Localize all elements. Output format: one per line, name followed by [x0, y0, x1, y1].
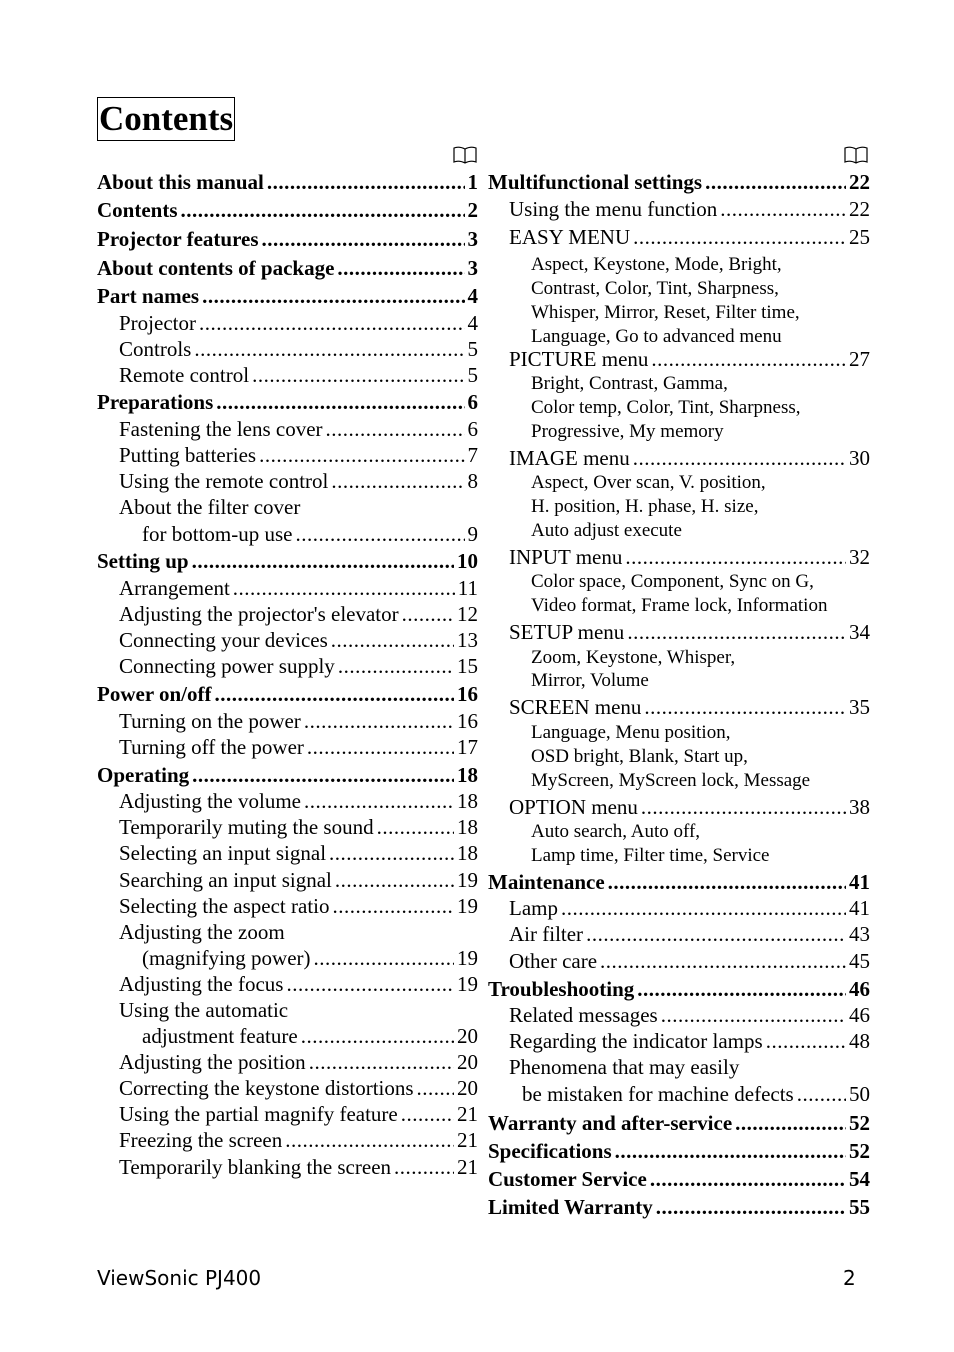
toc-page-number: 19 — [457, 972, 478, 996]
toc-subentry[interactable] — [522, 1082, 870, 1109]
toc-note: Auto adjust execute — [531, 520, 682, 541]
toc-subentry[interactable] — [119, 841, 478, 868]
toc-entry[interactable] — [488, 870, 870, 897]
book-icon — [844, 146, 868, 164]
toc-subentry[interactable] — [119, 417, 478, 444]
toc-subentry[interactable] — [119, 1076, 478, 1103]
toc-dot-leader — [608, 870, 846, 895]
toc-subentry[interactable] — [119, 311, 478, 338]
toc-dot-leader — [267, 170, 465, 195]
toc-page-number: 18 — [457, 763, 478, 787]
toc-subentry[interactable] — [119, 972, 478, 999]
toc-page-number: 6 — [467, 417, 478, 441]
toc-dot-leader — [651, 347, 846, 372]
toc-entry-title: Turning on the power — [119, 709, 301, 733]
toc-dot-leader — [286, 972, 454, 997]
toc-subentry[interactable] — [509, 695, 870, 722]
toc-page-number: 45 — [849, 949, 870, 973]
toc-dot-leader — [252, 363, 464, 388]
toc-dot-leader — [314, 946, 454, 971]
toc-dot-leader — [633, 446, 846, 471]
toc-entry[interactable] — [97, 170, 478, 197]
toc-dot-leader — [259, 443, 464, 468]
toc-page-number: 21 — [457, 1128, 478, 1152]
toc-entry-title: Troubleshooting — [488, 977, 635, 1001]
toc-page-number: 16 — [457, 709, 478, 733]
footer-model: ViewSonic PJ400 — [97, 1266, 262, 1290]
toc-note: Aspect, Over scan, V. position, — [531, 472, 766, 493]
toc-page-number: 46 — [849, 977, 870, 1001]
toc-subentry[interactable] — [119, 576, 478, 603]
toc-subentry[interactable] — [509, 545, 870, 572]
toc-entry-title: Adjusting the volume — [119, 789, 301, 813]
toc-entry-title: Using the automatic — [119, 998, 289, 1022]
toc-dot-leader — [637, 977, 846, 1002]
toc-entry[interactable] — [488, 1195, 870, 1222]
toc-subentry[interactable] — [119, 337, 478, 364]
toc-dot-leader — [331, 628, 454, 653]
toc-page-number: 18 — [457, 841, 478, 865]
toc-dot-leader — [181, 198, 465, 223]
toc-page-number: 5 — [467, 337, 478, 361]
toc-entry[interactable] — [97, 390, 478, 417]
toc-dot-leader — [377, 815, 454, 840]
toc-subentry[interactable] — [509, 1055, 870, 1082]
toc-subentry[interactable] — [119, 1128, 478, 1155]
toc-entry-title: INPUT menu — [509, 545, 623, 569]
toc-note: Mirror, Volume — [531, 670, 649, 691]
toc-page-number: 16 — [457, 682, 478, 706]
toc-entry-title: About contents of package — [97, 256, 335, 280]
toc-page-number: 22 — [849, 197, 870, 221]
toc-entry-title: EASY MENU — [509, 225, 631, 249]
toc-page-number: 8 — [467, 469, 478, 493]
toc-entry-title: Putting batteries — [119, 443, 257, 467]
toc-entry[interactable] — [488, 170, 870, 197]
toc-dot-leader — [625, 545, 846, 570]
toc-subentry[interactable] — [509, 197, 870, 224]
toc-dot-leader — [326, 417, 465, 442]
toc-dot-leader — [417, 1076, 454, 1101]
toc-entry-title: be mistaken for machine defects — [522, 1082, 794, 1106]
toc-entry-title: Adjusting the focus — [119, 972, 284, 996]
toc-dot-leader — [337, 256, 464, 281]
toc-page-number: 11 — [457, 576, 478, 600]
toc-entry-title: Customer Service — [488, 1167, 647, 1191]
toc-dot-leader — [561, 896, 846, 921]
toc-page-number: 18 — [457, 815, 478, 839]
toc-subentry[interactable] — [119, 654, 478, 681]
toc-page-number: 41 — [849, 896, 870, 920]
toc-entry[interactable] — [488, 1167, 870, 1194]
toc-dot-leader — [194, 337, 464, 362]
toc-page-number: 19 — [457, 894, 478, 918]
toc-page-number: 12 — [457, 602, 478, 626]
toc-page-number: 27 — [849, 347, 870, 371]
toc-note: Bright, Contrast, Gamma, — [531, 373, 728, 394]
toc-entry-title: Connecting your devices — [119, 628, 328, 652]
toc-page-number: 1 — [467, 170, 478, 194]
toc-note: OSD bright, Blank, Start up, — [531, 746, 748, 767]
toc-note: Color temp, Color, Tint, Sharpness, — [531, 397, 801, 418]
toc-entry[interactable] — [97, 763, 478, 790]
toc-dot-leader — [705, 170, 846, 195]
toc-dot-leader — [331, 469, 464, 494]
toc-dot-leader — [333, 894, 454, 919]
toc-entry[interactable] — [97, 682, 478, 709]
toc-entry-title: Maintenance — [488, 870, 605, 894]
toc-dot-leader — [215, 682, 454, 707]
toc-page-number: 46 — [849, 1003, 870, 1027]
toc-entry-title: Projector features — [97, 227, 259, 251]
toc-note: Language, Go to advanced menu — [531, 326, 782, 347]
footer-page-number: 2 — [843, 1266, 856, 1290]
toc-entry-title: Controls — [119, 337, 192, 361]
toc-dot-leader — [329, 841, 454, 866]
toc-page-number: 4 — [467, 311, 478, 335]
toc-subentry[interactable] — [509, 620, 870, 647]
toc-dot-leader — [402, 602, 454, 627]
toc-entry[interactable] — [97, 284, 478, 311]
toc-page-number: 2 — [467, 198, 478, 222]
toc-page-number: 21 — [457, 1102, 478, 1126]
toc-page-number: 13 — [457, 628, 478, 652]
toc-note: Video format, Frame lock, Information — [531, 595, 828, 616]
toc-dot-leader — [338, 654, 454, 679]
toc-subentry[interactable] — [142, 1024, 478, 1051]
page-title: Contents — [97, 97, 235, 141]
toc-subentry[interactable] — [509, 225, 870, 252]
toc-dot-leader — [307, 735, 454, 760]
book-icon — [453, 146, 477, 164]
toc-subentry[interactable] — [119, 628, 478, 655]
toc-subentry[interactable] — [119, 363, 478, 390]
toc-page-number: 5 — [467, 363, 478, 387]
toc-entry-title: Regarding the indicator lamps — [509, 1029, 763, 1053]
toc-entry-title: Adjusting the projector's elevator — [119, 602, 399, 626]
toc-page-number: 35 — [849, 695, 870, 719]
toc-entry-title: Phenomena that may easily — [509, 1055, 740, 1079]
toc-entry-title: Contents — [97, 198, 178, 222]
toc-page-number: 17 — [457, 735, 478, 759]
toc-page-number: 3 — [467, 256, 478, 280]
toc-entry-title: Power on/off — [97, 682, 212, 706]
toc-page-number: 4 — [467, 284, 478, 308]
toc-entry-title: Remote control — [119, 363, 250, 387]
toc-subentry[interactable] — [509, 1029, 870, 1056]
toc-page-number: 21 — [457, 1155, 478, 1179]
toc-entry[interactable] — [97, 256, 478, 283]
toc-dot-leader — [216, 390, 464, 415]
toc-subentry[interactable] — [509, 949, 870, 976]
toc-entry-title: Fastening the lens cover — [119, 417, 323, 441]
toc-page-number: 20 — [457, 1050, 478, 1074]
toc-entry-title: Adjusting the position — [119, 1050, 306, 1074]
toc-page-number: 15 — [457, 654, 478, 678]
toc-entry-title: IMAGE menu — [509, 446, 630, 470]
toc-dot-leader — [586, 922, 846, 947]
toc-dot-leader — [766, 1029, 846, 1054]
toc-note: Lamp time, Filter time, Service — [531, 845, 770, 866]
toc-page-number: 43 — [849, 922, 870, 946]
toc-subentry[interactable] — [119, 1050, 478, 1077]
toc-entry-title: SCREEN menu — [509, 695, 642, 719]
toc-entry-title: Related messages — [509, 1003, 658, 1027]
toc-dot-leader — [633, 225, 846, 250]
toc-dot-leader — [401, 1102, 454, 1127]
toc-dot-leader — [641, 795, 846, 820]
toc-page-number: 55 — [849, 1195, 870, 1219]
toc-dot-leader — [262, 227, 465, 252]
toc-entry-title: adjustment feature — [142, 1024, 298, 1048]
toc-subentry[interactable] — [119, 1155, 478, 1182]
toc-page-number: 10 — [457, 549, 478, 573]
toc-page-number: 48 — [849, 1029, 870, 1053]
toc-page-number: 3 — [467, 227, 478, 251]
toc-subentry[interactable] — [119, 789, 478, 816]
toc-dot-leader — [720, 197, 846, 222]
toc-dot-leader — [644, 695, 846, 720]
toc-note: H. position, H. phase, H. size, — [531, 496, 759, 517]
toc-entry-title: Freezing the screen — [119, 1128, 283, 1152]
toc-page-number: 20 — [457, 1024, 478, 1048]
toc-entry-title: Searching an input signal — [119, 868, 332, 892]
toc-dot-leader — [192, 763, 454, 788]
toc-entry-title: PICTURE menu — [509, 347, 649, 371]
toc-subentry[interactable] — [509, 1003, 870, 1030]
toc-entry[interactable] — [488, 1111, 870, 1138]
toc-note: Color space, Component, Sync on G, — [531, 571, 814, 592]
toc-subentry[interactable] — [119, 495, 478, 522]
toc-entry-title: Part names — [97, 284, 200, 308]
toc-note: Zoom, Keystone, Whisper, — [531, 647, 736, 668]
toc-page-number: 41 — [849, 870, 870, 894]
toc-page-number: 30 — [849, 446, 870, 470]
toc-subentry[interactable] — [119, 443, 478, 470]
toc-subentry[interactable] — [119, 815, 478, 842]
toc-page-number: 6 — [467, 390, 478, 414]
toc-note: Aspect, Keystone, Mode, Bright, — [531, 254, 782, 275]
toc-entry-title: Using the menu function — [509, 197, 718, 221]
toc-subentry[interactable] — [509, 795, 870, 822]
toc-page-number: 20 — [457, 1076, 478, 1100]
toc-dot-leader — [797, 1082, 846, 1107]
toc-entry-title: Specifications — [488, 1139, 612, 1163]
toc-entry[interactable] — [488, 977, 870, 1004]
toc-page-number: 34 — [849, 620, 870, 644]
toc-entry-title: Temporarily blanking the screen — [119, 1155, 392, 1179]
toc-page-number: 7 — [467, 443, 478, 467]
toc-entry-title: Connecting power supply — [119, 654, 335, 678]
toc-entry-title: Warranty and after-service — [488, 1111, 733, 1135]
toc-dot-leader — [199, 311, 465, 336]
toc-entry[interactable] — [97, 549, 478, 576]
toc-entry-title: Operating — [97, 763, 190, 787]
toc-entry-title: Projector — [119, 311, 196, 335]
toc-subentry[interactable] — [142, 946, 478, 973]
toc-entry[interactable] — [488, 1139, 870, 1166]
toc-entry-title: Arrangement — [119, 576, 230, 600]
toc-entry-title: Multifunctional settings — [488, 170, 703, 194]
toc-dot-leader — [615, 1139, 846, 1164]
toc-note: Whisper, Mirror, Reset, Filter time, — [531, 302, 800, 323]
toc-dot-leader — [295, 522, 464, 547]
toc-entry-title: Adjusting the zoom — [119, 920, 285, 944]
toc-dot-leader — [650, 1167, 846, 1192]
toc-subentry[interactable] — [119, 894, 478, 921]
toc-dot-leader — [304, 789, 454, 814]
toc-dot-leader — [202, 284, 464, 309]
toc-subentry[interactable] — [509, 347, 870, 374]
toc-subentry[interactable] — [142, 522, 478, 549]
toc-entry-title: Preparations — [97, 390, 214, 414]
toc-entry-title: Turning off the power — [119, 735, 304, 759]
toc-page-number: 50 — [849, 1082, 870, 1106]
toc-page-number: 52 — [849, 1111, 870, 1135]
toc-dot-leader — [301, 1024, 454, 1049]
toc-dot-leader — [661, 1003, 846, 1028]
toc-page-number: 22 — [849, 170, 870, 194]
toc-entry-title: Other care — [509, 949, 598, 973]
toc-subentry[interactable] — [509, 896, 870, 923]
toc-note: MyScreen, MyScreen lock, Message — [531, 770, 811, 791]
toc-dot-leader — [285, 1128, 454, 1153]
toc-dot-leader — [735, 1111, 846, 1136]
toc-dot-leader — [335, 868, 454, 893]
toc-subentry[interactable] — [119, 469, 478, 496]
toc-dot-leader — [304, 709, 454, 734]
toc-subentry[interactable] — [509, 446, 870, 473]
toc-entry-title: Selecting the aspect ratio — [119, 894, 330, 918]
toc-page-number: 54 — [849, 1167, 870, 1191]
toc-entry-title: Setting up — [97, 549, 189, 573]
toc-dot-leader — [309, 1050, 454, 1075]
toc-note: Auto search, Auto off, — [531, 821, 701, 842]
toc-subentry[interactable] — [119, 920, 478, 947]
toc-entry-title: About this manual — [97, 170, 264, 194]
toc-subentry[interactable] — [119, 735, 478, 762]
toc-subentry[interactable] — [119, 602, 478, 629]
toc-page-number: 9 — [467, 522, 478, 546]
toc-entry-title: Temporarily muting the sound — [119, 815, 374, 839]
toc-page-number: 38 — [849, 795, 870, 819]
toc-page-number: 52 — [849, 1139, 870, 1163]
toc-dot-leader — [600, 949, 846, 974]
toc-entry-title: for bottom-up use — [142, 522, 293, 546]
toc-subentry[interactable] — [119, 709, 478, 736]
toc-dot-leader — [627, 620, 846, 645]
toc-entry-title: About the filter cover — [119, 495, 301, 519]
toc-subentry[interactable] — [509, 922, 870, 949]
toc-dot-leader — [192, 549, 454, 574]
toc-page-number: 18 — [457, 789, 478, 813]
toc-note: Contrast, Color, Tint, Sharpness, — [531, 278, 779, 299]
toc-subentry[interactable] — [119, 998, 478, 1025]
toc-dot-leader — [394, 1155, 454, 1180]
toc-subentry[interactable] — [119, 868, 478, 895]
toc-dot-leader — [656, 1195, 846, 1220]
toc-entry-title: (magnifying power) — [142, 946, 311, 970]
toc-entry-title: OPTION menu — [509, 795, 638, 819]
toc-page-number: 19 — [457, 946, 478, 970]
toc-entry-title: Using the partial magnify feature — [119, 1102, 398, 1126]
toc-entry-title: Correcting the keystone distortions — [119, 1076, 414, 1100]
toc-dot-leader — [233, 576, 455, 601]
toc-entry[interactable] — [97, 198, 478, 225]
toc-entry[interactable] — [97, 227, 478, 254]
toc-entry-title: Lamp — [509, 896, 558, 920]
toc-page-number: 25 — [849, 225, 870, 249]
toc-page-number: 19 — [457, 868, 478, 892]
toc-entry-title: Limited Warranty — [488, 1195, 653, 1219]
toc-note: Language, Menu position, — [531, 722, 731, 743]
toc-subentry[interactable] — [119, 1102, 478, 1129]
toc-note: Progressive, My memory — [531, 421, 724, 442]
toc-entry-title: Using the remote control — [119, 469, 329, 493]
toc-entry-title: Air filter — [509, 922, 584, 946]
toc-entry-title: Selecting an input signal — [119, 841, 327, 865]
toc-entry-title: SETUP menu — [509, 620, 625, 644]
toc-page-number: 32 — [849, 545, 870, 569]
